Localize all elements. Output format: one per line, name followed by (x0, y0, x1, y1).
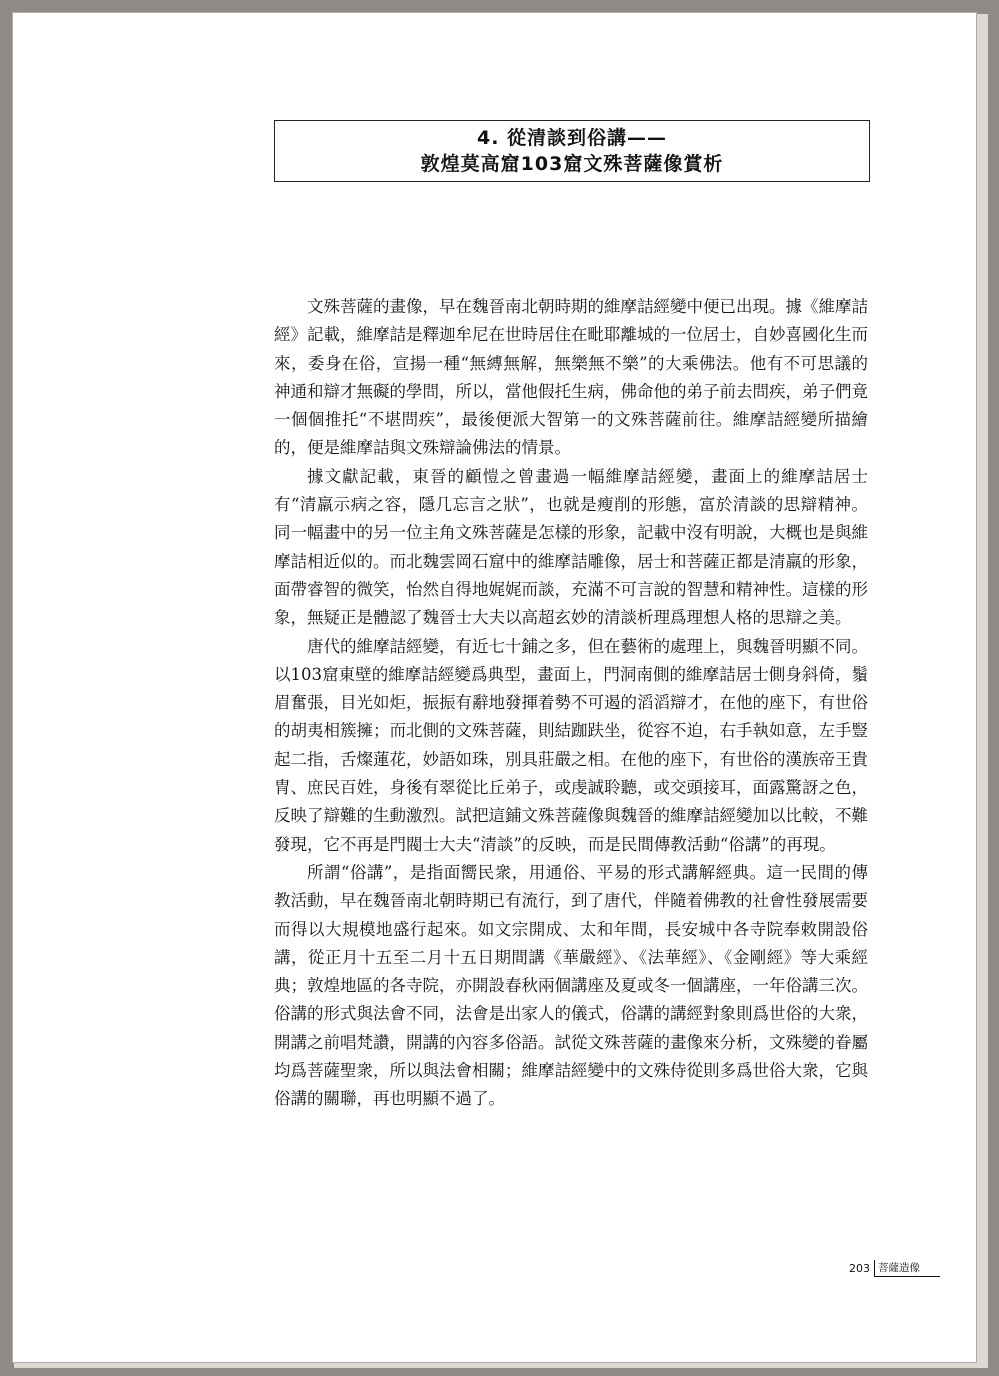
paragraph-3: 唐代的維摩詰經變，有近七十鋪之多，但在藝術的處理上，與魏晉明顯不同。以103窟東壁的維摩詰經變爲典型，畫面上，門洞南側的維摩詰居士側身斜倚，鬚眉奮張，目光如炬，振振有辭地發揮着勢不可遏的滔滔辯才，在他的座下，有世俗的胡夷相簇擁；而北側的文殊菩薩，則結跏趺坐，從容不迫，右手執如意，左手豎起二指，舌燦蓮花，妙語如珠，別具莊嚴之相。在他的座下，有世俗的漢族帝王貴冑、庶民百姓，身後有翠從比丘弟子，或虔誠聆聽，或交頭接耳，面露驚訝之色，反映了辯難的生動激烈。試把這鋪文殊菩薩像與魏晉的維摩詰經變加以比較，不難發現，它不再是門閥士大夫“清談”的反映，而是民間傳教活動“俗講”的再現。 (274, 636, 868, 854)
paragraph-2: 據文獻記載，東晉的顧愷之曾畫過一幅維摩詰經變，畫面上的維摩詰居士有“清羸示病之容，隱几忘言之狀”，也就是瘦削的形態，富於清談的思辯精神。同一幅畫中的另一位主角文殊菩薩是怎樣的形象，記載中沒有明說，大概也是與維摩詰相近似的。而北魏雲岡石窟中的維摩詰雕像，居士和菩薩正都是清羸的形象，面帶睿智的微笑，怡然自得地娓娓而談，充滿不可言說的智慧和精神性。這樣的形象，無疑正是體認了魏晉士大夫以高超玄妙的清談析理爲理想人格的思辯之美。 (274, 466, 868, 628)
paragraph-4: 所謂“俗講”，是指面嚮民衆，用通俗、平易的形式講解經典。這一民間的傳教活動，早在魏晉南北朝時期已有流行，到了唐代，伴隨着佛教的社會性發展需要而得以大規模地盛行起來。如文宗開成、太和年間，長安城中各寺院奉敕開設俗講，從正月十五至二月十五日期間講《華嚴經》、《法華經》、《金剛經》等大乘經典；敦煌地區的各寺院，亦開設春秋兩個講座及夏或冬一個講座，一年俗講三次。俗講的形式與法會不同，法會是出家人的儀式，俗講的講經對象則爲世俗的大衆，開講之前唱梵讚，開講的內容多俗語。試從文殊菩薩的畫像來分析，文殊變的眷屬均爲菩薩聖衆，所以與法會相關；維摩詰經變中的文殊侍從則多爲世俗大衆，它與俗講的關聯，再也明顯不過了。 (274, 862, 868, 1109)
paragraph-1: 文殊菩薩的畫像，早在魏晉南北朝時期的維摩詰經變中便已出現。據《維摩詰經》記載，維摩詰是釋迦牟尼在世時居住在毗耶離城的一位居士，自妙喜國化生而來，委身在俗，宣揚一種“無縛無解，無樂無不樂”的大乘佛法。他有不可思議的神通和辯才無礙的學問，所以，當他假托生病，佛命他的弟子前去問疾，弟子們竟一個個推托“不堪問疾”，最後便派大智第一的文殊菩薩前往。維摩詰經變所描繪的，便是維摩詰與文殊辯論佛法的情景。 (274, 297, 868, 458)
title-line-2: 敦煌莫高窟103窟文殊菩薩像賞析 (420, 153, 724, 175)
document-page (12, 12, 977, 1363)
running-head: 菩薩造像 (874, 1260, 940, 1277)
page-number: 203 (849, 1262, 870, 1275)
body-text (274, 293, 868, 1114)
title-box (274, 120, 870, 182)
title-line-1: 4. 從清談到俗講—— (476, 127, 668, 149)
page-edge-shadow (976, 14, 988, 1364)
page-footer (849, 1260, 940, 1277)
